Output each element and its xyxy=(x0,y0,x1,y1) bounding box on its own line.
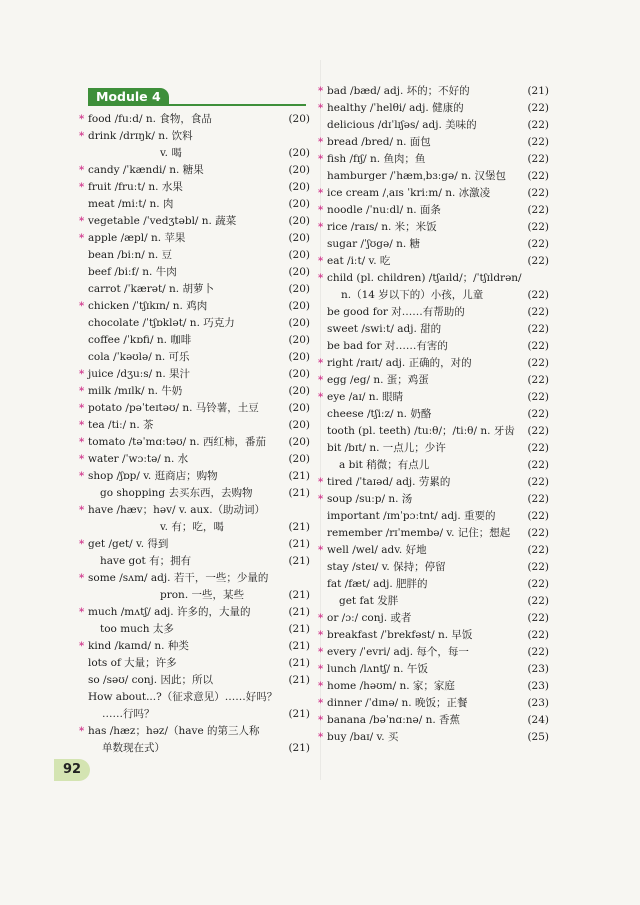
vocab-entry xyxy=(327,593,549,610)
vocab-entry xyxy=(318,83,549,100)
vocab-entry xyxy=(79,111,310,128)
page-reference: (22) xyxy=(527,493,549,505)
vocab-text: some /sʌm/ adj. 若干，一些；少量的 xyxy=(88,572,269,584)
vocab-text: much /mʌtʃ/ adj. 许多的，大量的 xyxy=(88,606,251,618)
page-reference: (22) xyxy=(527,238,549,250)
vocab-text: apple /æpl/ n. 苹果 xyxy=(88,232,186,244)
vocab-entry xyxy=(318,151,549,168)
page-reference: (22) xyxy=(527,289,549,301)
vocab-text: sugar /ˈʃʊgə/ n. 糖 xyxy=(327,238,421,250)
vocab-text: important /ɪmˈpɔːtnt/ adj. 重要的 xyxy=(327,510,496,522)
key-word-star-icon: * xyxy=(79,301,85,312)
vocab-text: chocolate /ˈtʃɒklət/ n. 巧克力 xyxy=(88,317,235,329)
page-reference: (20) xyxy=(288,436,310,448)
vocab-entry xyxy=(318,678,549,695)
vocab-text: eye /aɪ/ n. 眼睛 xyxy=(327,391,404,403)
page-reference: (22) xyxy=(527,510,549,522)
page-reference: (22) xyxy=(527,136,549,148)
page-reference: (22) xyxy=(527,119,549,131)
page-reference: (22) xyxy=(527,187,549,199)
vocab-entry xyxy=(79,298,310,315)
page-reference: (22) xyxy=(527,646,549,658)
page-reference: (22) xyxy=(527,153,549,165)
vocab-entry xyxy=(79,162,310,179)
vocab-text: cheese /tʃiːz/ n. 奶酪 xyxy=(327,408,432,420)
vocab-text: meat /miːt/ n. 肉 xyxy=(88,198,174,210)
vocab-entry xyxy=(327,406,549,423)
vocab-entry xyxy=(88,315,310,332)
key-word-star-icon: * xyxy=(318,698,324,709)
vocab-text: has /hæz；həz/（have 的第三人称 xyxy=(88,725,260,737)
vocab-entry xyxy=(318,661,549,678)
page-reference: (20) xyxy=(288,419,310,431)
vocab-entry xyxy=(79,434,310,451)
vocab-entry xyxy=(88,247,310,264)
vocab-text: tired /ˈtaɪəd/ adj. 劳累的 xyxy=(327,476,451,488)
vocab-text: water /ˈwɔːtə/ n. 水 xyxy=(88,453,189,465)
vocab-entry xyxy=(318,270,549,287)
page-reference: (22) xyxy=(527,459,549,471)
vocab-text: have /hæv；həv/ v. aux.（助动词） xyxy=(88,504,266,516)
page-reference: (21) xyxy=(288,555,310,567)
key-word-star-icon: * xyxy=(318,103,324,114)
vocab-entry xyxy=(88,587,310,604)
page-reference: (22) xyxy=(527,425,549,437)
vocab-entry xyxy=(88,196,310,213)
vocab-entry xyxy=(327,525,549,542)
vocab-entry xyxy=(88,740,310,757)
key-word-star-icon: * xyxy=(318,494,324,505)
vocab-text: banana /bəˈnɑːnə/ n. 香蕉 xyxy=(327,714,461,726)
key-word-star-icon: * xyxy=(318,715,324,726)
vocab-entry xyxy=(318,253,549,270)
key-word-star-icon: * xyxy=(79,233,85,244)
key-word-star-icon: * xyxy=(79,131,85,142)
vocab-entry xyxy=(79,230,310,247)
vocab-entry xyxy=(318,542,549,559)
page-reference: (22) xyxy=(527,102,549,114)
page-reference: (21) xyxy=(288,708,310,720)
vocab-text: home /həʊm/ n. 家；家庭 xyxy=(327,680,455,692)
page-reference: (20) xyxy=(288,283,310,295)
page-reference: (20) xyxy=(288,113,310,125)
vocab-text: well /wel/ adv. 好地 xyxy=(327,544,427,556)
key-word-star-icon: * xyxy=(79,726,85,737)
vocab-text: be bad for 对……有害的 xyxy=(327,340,448,352)
page-reference: (22) xyxy=(527,391,549,403)
vocab-entry xyxy=(79,638,310,655)
key-word-star-icon: * xyxy=(318,273,324,284)
vocab-entry xyxy=(88,349,310,366)
page-reference: (22) xyxy=(527,561,549,573)
vocab-entry xyxy=(79,604,310,621)
vocab-entry xyxy=(318,219,549,236)
vocab-entry xyxy=(318,185,549,202)
vocab-text: lots of 大量；许多 xyxy=(88,657,177,669)
page-reference: (21) xyxy=(288,623,310,635)
vocab-text: potato /pəˈteɪtəʊ/ n. 马铃薯，土豆 xyxy=(88,402,259,414)
page-reference: (21) xyxy=(288,487,310,499)
vocab-entry xyxy=(327,304,549,321)
vocab-entry xyxy=(79,536,310,553)
vocab-text: go shopping 去买东西，去购物 xyxy=(100,487,253,499)
page-reference: (20) xyxy=(288,198,310,210)
vocab-text: fat /fæt/ adj. 肥胖的 xyxy=(327,578,428,590)
key-word-star-icon: * xyxy=(318,630,324,641)
vocab-text: delicious /dɪˈlɪʃəs/ adj. 美味的 xyxy=(327,119,477,131)
vocab-text: rice /raɪs/ n. 米；米饭 xyxy=(327,221,437,233)
key-word-star-icon: * xyxy=(318,205,324,216)
key-word-star-icon: * xyxy=(318,545,324,556)
key-word-star-icon: * xyxy=(318,188,324,199)
vocab-text: food /fuːd/ n. 食物，食品 xyxy=(88,113,212,125)
vocab-entry xyxy=(318,627,549,644)
vocab-text: bread /bred/ n. 面包 xyxy=(327,136,431,148)
page-reference: (20) xyxy=(288,232,310,244)
vocab-text: remember /rɪˈmembə/ v. 记住；想起 xyxy=(327,527,511,539)
page-reference: (23) xyxy=(527,697,549,709)
page-reference: (21) xyxy=(288,657,310,669)
page-reference: (22) xyxy=(527,442,549,454)
page-reference: (20) xyxy=(288,453,310,465)
module-divider xyxy=(88,104,306,106)
page-reference: (24) xyxy=(527,714,549,726)
key-word-star-icon: * xyxy=(79,454,85,465)
page-reference: (22) xyxy=(527,170,549,182)
vocab-entry xyxy=(318,389,549,406)
page-reference: (22) xyxy=(527,340,549,352)
page-reference: (21) xyxy=(288,470,310,482)
key-word-star-icon: * xyxy=(318,477,324,488)
vocab-text: bit /bɪt/ n. 一点儿；少许 xyxy=(327,442,446,454)
key-word-star-icon: * xyxy=(318,358,324,369)
page-reference: (22) xyxy=(527,221,549,233)
vocab-text: stay /steɪ/ v. 保持；停留 xyxy=(327,561,446,573)
vocab-text: chicken /ˈtʃɪkɪn/ n. 鸡肉 xyxy=(88,300,208,312)
page-reference: (21) xyxy=(288,674,310,686)
vocab-text: eat /iːt/ v. 吃 xyxy=(327,255,391,267)
vocab-text: bean /biːn/ n. 豆 xyxy=(88,249,173,261)
key-word-star-icon: * xyxy=(318,86,324,97)
page-reference: (22) xyxy=(527,544,549,556)
vocab-entry xyxy=(79,723,310,740)
vocab-text: buy /baɪ/ v. 买 xyxy=(327,731,399,743)
page-reference: (20) xyxy=(288,164,310,176)
vocab-entry xyxy=(318,644,549,661)
vocab-entry xyxy=(327,287,549,304)
key-word-star-icon: * xyxy=(79,539,85,550)
vocab-text: dinner /ˈdɪnə/ n. 晚饭；正餐 xyxy=(327,697,468,709)
vocab-entry xyxy=(79,502,310,519)
key-word-star-icon: * xyxy=(79,437,85,448)
vocab-text: get fat 发胖 xyxy=(339,595,399,607)
page-reference: (23) xyxy=(527,663,549,675)
vocab-entry xyxy=(88,145,310,162)
vocab-text: soup /suːp/ n. 汤 xyxy=(327,493,413,505)
vocab-entry xyxy=(327,457,549,474)
page-reference: (20) xyxy=(288,266,310,278)
vocab-entry xyxy=(79,213,310,230)
key-word-star-icon: * xyxy=(79,403,85,414)
vocab-entry xyxy=(318,202,549,219)
page-reference: (23) xyxy=(527,680,549,692)
page-reference: (20) xyxy=(288,351,310,363)
page-number: 92 xyxy=(54,759,90,781)
key-word-star-icon: * xyxy=(79,216,85,227)
key-word-star-icon: * xyxy=(79,420,85,431)
key-word-star-icon: * xyxy=(79,505,85,516)
key-word-star-icon: * xyxy=(79,641,85,652)
vocab-text: breakfast /ˈbrekfəst/ n. 早饭 xyxy=(327,629,473,641)
vocab-text: 单数现在式） xyxy=(102,742,165,754)
key-word-star-icon: * xyxy=(79,607,85,618)
vocab-entry xyxy=(327,338,549,355)
vocab-entry xyxy=(318,474,549,491)
page-reference: (21) xyxy=(288,742,310,754)
page-reference: (21) xyxy=(527,85,549,97)
vocab-text: v. 有；吃，喝 xyxy=(160,521,224,533)
vocab-text: tomato /təˈmɑːtəʊ/ n. 西红柿，番茄 xyxy=(88,436,266,448)
vocab-entry xyxy=(327,576,549,593)
vocab-text: sweet /swiːt/ adj. 甜的 xyxy=(327,323,442,335)
page-reference: (22) xyxy=(527,408,549,420)
page-reference: (22) xyxy=(527,476,549,488)
vocab-text: coffee /ˈkɒfi/ n. 咖啡 xyxy=(88,334,192,346)
vocab-text: drink /drɪŋk/ n. 饮料 xyxy=(88,130,193,142)
vocab-text: ……行吗？ xyxy=(102,708,155,720)
key-word-star-icon: * xyxy=(318,375,324,386)
vocab-text: kind /kaɪnd/ n. 种类 xyxy=(88,640,189,652)
vocab-text: right /raɪt/ adj. 正确的，对的 xyxy=(327,357,472,369)
page-reference: (22) xyxy=(527,612,549,624)
vocab-text: have got 有；拥有 xyxy=(100,555,192,567)
vocab-text: juice /dʒuːs/ n. 果汁 xyxy=(88,368,190,380)
vocab-entry xyxy=(327,423,549,440)
vocab-entry xyxy=(79,417,310,434)
key-word-star-icon: * xyxy=(79,114,85,125)
vocab-entry xyxy=(88,281,310,298)
page-reference: (20) xyxy=(288,402,310,414)
key-word-star-icon: * xyxy=(79,369,85,380)
page-reference: (22) xyxy=(527,323,549,335)
module-header xyxy=(88,88,306,106)
page-reference: (22) xyxy=(527,527,549,539)
vocab-entry xyxy=(318,134,549,151)
page-reference: (22) xyxy=(527,374,549,386)
vocab-entry xyxy=(327,508,549,525)
vocab-text: pron. 一些，某些 xyxy=(160,589,244,601)
key-word-star-icon: * xyxy=(318,613,324,624)
page-reference: (20) xyxy=(288,368,310,380)
key-word-star-icon: * xyxy=(318,732,324,743)
page-reference: (20) xyxy=(288,147,310,159)
vocab-text: too much 太多 xyxy=(100,623,174,635)
vocab-entry xyxy=(327,168,549,185)
vocab-entry xyxy=(79,128,310,145)
vocab-entry xyxy=(88,672,310,689)
vocab-entry xyxy=(318,729,549,746)
vocab-text: tea /tiː/ n. 茶 xyxy=(88,419,154,431)
vocab-text: vegetable /ˈvedʒtəbl/ n. 蔬菜 xyxy=(88,215,237,227)
key-word-star-icon: * xyxy=(318,137,324,148)
page-reference: (20) xyxy=(288,249,310,261)
vocab-text: milk /mɪlk/ n. 牛奶 xyxy=(88,385,183,397)
page-reference: (21) xyxy=(288,606,310,618)
vocab-text: so /səʊ/ conj. 因此；所以 xyxy=(88,674,213,686)
page-reference: (20) xyxy=(288,181,310,193)
key-word-star-icon: * xyxy=(318,256,324,267)
key-word-star-icon: * xyxy=(79,573,85,584)
key-word-star-icon: * xyxy=(318,681,324,692)
vocab-entry xyxy=(327,321,549,338)
key-word-star-icon: * xyxy=(79,471,85,482)
vocab-entry xyxy=(79,570,310,587)
vocab-entry xyxy=(88,332,310,349)
vocab-text: fish /fɪʃ/ n. 鱼肉；鱼 xyxy=(327,153,426,165)
vocab-text: child (pl. children) /tʃaɪld/；/ˈtʃɪldrən/ xyxy=(327,272,522,284)
vocab-entry xyxy=(327,117,549,134)
page-reference: (22) xyxy=(527,595,549,607)
page-reference: (22) xyxy=(527,357,549,369)
key-word-star-icon: * xyxy=(318,392,324,403)
page-reference: (20) xyxy=(288,385,310,397)
vocab-entry xyxy=(318,100,549,117)
key-word-star-icon: * xyxy=(79,386,85,397)
key-word-star-icon: * xyxy=(318,222,324,233)
vocab-text: beef /biːf/ n. 牛肉 xyxy=(88,266,177,278)
vocab-entry xyxy=(88,519,310,536)
module-title: Module 4 xyxy=(88,88,169,106)
vocab-entry xyxy=(318,610,549,627)
vocab-entry xyxy=(79,179,310,196)
key-word-star-icon: * xyxy=(79,165,85,176)
page-reference: (21) xyxy=(288,589,310,601)
vocab-entry xyxy=(88,706,310,723)
vocab-entry xyxy=(88,655,310,672)
vocab-entry xyxy=(88,485,310,502)
vocab-text: fruit /fruːt/ n. 水果 xyxy=(88,181,183,193)
vocab-text: shop /ʃɒp/ v. 逛商店；购物 xyxy=(88,470,218,482)
page-reference: (20) xyxy=(288,215,310,227)
vocab-entry xyxy=(318,491,549,508)
vocab-entry xyxy=(327,440,549,457)
vocab-text: lunch /lʌntʃ/ n. 午饭 xyxy=(327,663,428,675)
vocab-text: or /ɔː/ conj. 或者 xyxy=(327,612,412,624)
page-reference: (21) xyxy=(288,640,310,652)
vocab-text: noodle /ˈnuːdl/ n. 面条 xyxy=(327,204,441,216)
vocab-text: candy /ˈkændi/ n. 糖果 xyxy=(88,164,204,176)
vocab-text: hamburger /ˈhæmˌbɜːgə/ n. 汉堡包 xyxy=(327,170,507,182)
vocab-text: healthy /ˈhelθi/ adj. 健康的 xyxy=(327,102,464,114)
page-reference: (22) xyxy=(527,255,549,267)
page-reference: (21) xyxy=(288,521,310,533)
page-reference: (20) xyxy=(288,300,310,312)
vocab-text: be good for 对……有帮助的 xyxy=(327,306,465,318)
vocab-text: tooth (pl. teeth) /tuːθ/；/tiːθ/ n. 牙齿 xyxy=(327,425,515,437)
vocab-entry xyxy=(79,468,310,485)
page-reference: (22) xyxy=(527,629,549,641)
vocab-entry xyxy=(88,689,310,706)
vocab-entry xyxy=(88,621,310,638)
vocab-entry xyxy=(318,355,549,372)
vocab-entry xyxy=(318,712,549,729)
vocab-entry xyxy=(318,372,549,389)
vocab-text: bad /bæd/ adj. 坏的；不好的 xyxy=(327,85,470,97)
key-word-star-icon: * xyxy=(318,647,324,658)
vocab-text: How about...?（征求意见）……好吗？ xyxy=(88,691,278,703)
vocab-entry xyxy=(79,383,310,400)
vocab-entry xyxy=(327,559,549,576)
key-word-star-icon: * xyxy=(318,664,324,675)
page-reference: (22) xyxy=(527,578,549,590)
page-reference: (20) xyxy=(288,334,310,346)
page-reference: (22) xyxy=(527,306,549,318)
key-word-star-icon: * xyxy=(79,182,85,193)
page-reference: (20) xyxy=(288,317,310,329)
vocab-text: ice cream /ˌaɪs ˈkriːm/ n. 冰激凌 xyxy=(327,187,491,199)
page-reference: (25) xyxy=(527,731,549,743)
vocab-entry xyxy=(79,400,310,417)
vocab-entry xyxy=(79,366,310,383)
vocab-text: a bit 稍微；有点儿 xyxy=(339,459,430,471)
vocab-entry xyxy=(79,451,310,468)
vocab-text: n.（14 岁以下的）小孩，儿童 xyxy=(341,289,484,301)
page-reference: (21) xyxy=(288,538,310,550)
vocab-entry xyxy=(327,236,549,253)
vocab-text: v. 喝 xyxy=(160,147,182,159)
vocab-text: get /get/ v. 得到 xyxy=(88,538,169,550)
page-reference: (22) xyxy=(527,204,549,216)
vocab-text: carrot /ˈkærət/ n. 胡萝卜 xyxy=(88,283,214,295)
vocab-text: cola /ˈkəʊlə/ n. 可乐 xyxy=(88,351,190,363)
vocab-text: every /ˈevri/ adj. 每个，每一 xyxy=(327,646,469,658)
vocab-text: egg /eg/ n. 蛋；鸡蛋 xyxy=(327,374,429,386)
vocab-entry xyxy=(88,264,310,281)
vocab-entry xyxy=(318,695,549,712)
key-word-star-icon: * xyxy=(318,154,324,165)
vocab-entry xyxy=(88,553,310,570)
